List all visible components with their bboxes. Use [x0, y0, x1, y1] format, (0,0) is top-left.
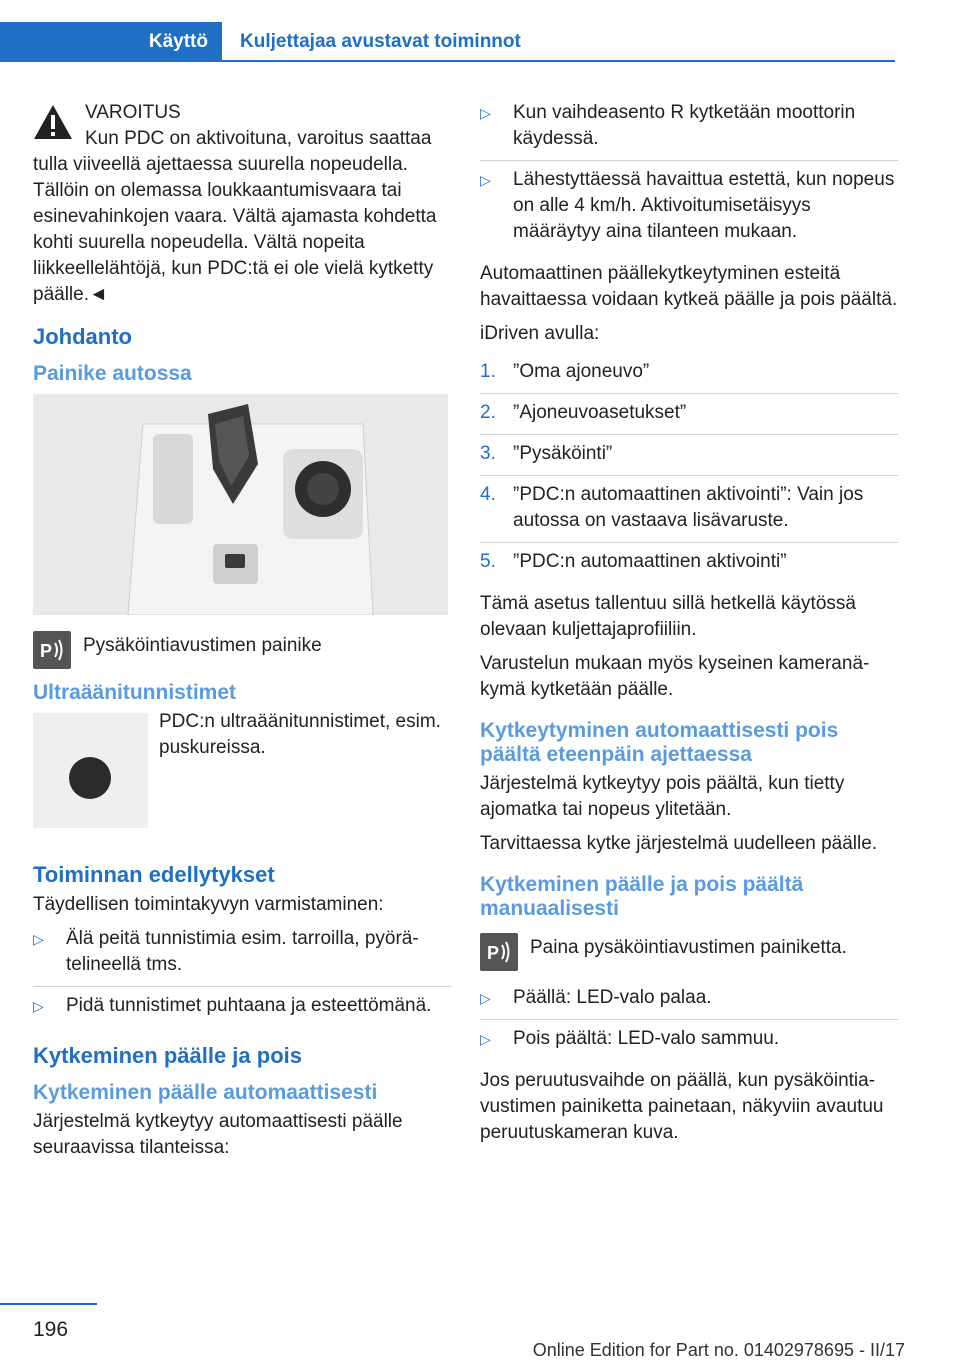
triangle-bullet-icon: ▷ — [480, 990, 491, 1006]
parking-assistant-icon — [480, 933, 518, 971]
parking-assistant-icon — [33, 631, 71, 669]
list-item: ▷ Pois päältä: LED-valo sammuu. — [480, 1026, 898, 1060]
idrive-steps — [480, 359, 898, 583]
warning-block — [33, 100, 451, 308]
list-item: 3. ”Pysäköinti” — [480, 441, 898, 476]
auto-text: Järjestelmä kytkeytyy automaattisesti päälle seuraavissa tilanteissa: — [33, 1111, 403, 1158]
obstacle-text: Automaattinen päällekytkeytyminen esteitä havaittaessa voidaan kytkeä päälle ja pois päältä. — [480, 263, 898, 310]
triangle-bullet-icon: ▷ — [33, 931, 44, 947]
sensor-row — [33, 709, 451, 844]
heading-johdanto: Johdanto — [33, 324, 132, 349]
camera-text: Varustelun mukaan myös kyseinen kameranäkymä kytketään päälle. — [480, 653, 870, 700]
list-item: 2. ”Ajoneuvoasetukset” — [480, 400, 898, 435]
chapter-tab: Käyttö — [0, 22, 222, 62]
heading-kytkeminen: Kytkeminen päälle ja pois — [33, 1043, 302, 1068]
triangle-bullet-icon: ▷ — [480, 105, 491, 121]
footer-rule — [0, 1303, 97, 1305]
svg-text:P: P — [40, 641, 53, 661]
triangle-bullet-icon: ▷ — [33, 998, 44, 1014]
edellytykset-intro: Täydellisen toimintakyvyn varmistaminen: — [33, 894, 384, 915]
heading-automaattisesti: Kytkeminen päälle automaattisesti — [33, 1081, 378, 1104]
heading-auto-off: Kytkeytyminen automaattisesti pois päältä eteenpäin ajettaessa — [480, 719, 839, 766]
sensor-dot — [69, 757, 111, 799]
triangle-bullet-icon: ▷ — [480, 172, 491, 188]
button-caption-row — [33, 627, 451, 669]
auto-list — [480, 100, 898, 253]
auto-off-text-2: Tarvittaessa kytke järjestelmä uudelleen päälle. — [480, 833, 878, 854]
console-illustration — [33, 394, 448, 615]
warning-title: VAROITUS — [85, 102, 181, 123]
heading-edellytykset: Toiminnan edellytykset — [33, 862, 275, 887]
list-item: 1. ”Oma ajoneuvo” — [480, 359, 898, 394]
warning-text: Kun PDC on aktivoituna, varoitus saattaa tulla viiveellä ajettaessa suurella nopeudella. Tällöin on olemassa loukkaantumisvaara tai esinevahinkojen vaara. Vältä ajamasta kohdetta kohti suurella nopeudella. Vältä nopeita liikkeellelähtöjä, kun PDC:tä ei ole vielä kytketty päälle.◄ — [33, 128, 437, 305]
console-photo — [33, 394, 448, 615]
warning-triangle-icon — [33, 104, 73, 140]
right-column — [480, 100, 898, 1154]
heading-manual: Kytkeminen päälle ja pois päältä manuaalisesti — [480, 873, 804, 920]
left-column — [33, 100, 451, 1169]
page-number: 196 — [33, 1318, 69, 1341]
sensor-text: PDC:n ultraäänitunnistimet, esim. puskureissa. — [159, 711, 441, 758]
heading-ultraanitunnistimet: Ultraäänitunnistimet — [33, 681, 237, 704]
manual-list — [480, 985, 898, 1060]
heading-painike-autossa: Painike autossa — [33, 362, 192, 385]
svg-text:P: P — [487, 943, 500, 963]
page-header — [0, 22, 895, 62]
auto-off-text-1: Järjestelmä kytkeytyy pois päältä, kun tietty ajomatka tai nopeus ylitetään. — [480, 773, 845, 820]
list-item: 4. ”PDC:n automaattinen aktivointi”: Vain jos autossa on vastaava lisävaruste. — [480, 482, 898, 543]
list-item: ▷ Lähestyttäessä havaittua estettä, kun nopeus on alle 4 km/h. Aktivoitumisetäisyys määräytyy aina tilanteen mukaan. — [480, 169, 895, 242]
list-item: 5. ”PDC:n automaattinen aktivointi” — [480, 551, 787, 572]
button-caption: Pysäköintiavustimen painike — [83, 635, 322, 656]
section-title: Kuljettajaa avustavat toiminnot — [240, 31, 521, 52]
reverse-text: Jos peruutusvaihde on päällä, kun pysäköintiavustimen painiketta painetaan, näkyviin avautuu peruutuskameran kuva. — [480, 1070, 884, 1143]
edition-note: Online Edition for Part no. 01402978695 - II/17 — [532, 1340, 905, 1360]
list-item: ▷ Pidä tunnistimet puhtaana ja esteettömänä. — [33, 993, 451, 1027]
header-rule — [222, 60, 895, 62]
list-item: ▷ Älä peitä tunnistimia esim. tarroilla, pyörätelineellä tms. — [33, 926, 451, 987]
edellytykset-list — [33, 926, 451, 1027]
triangle-bullet-icon: ▷ — [480, 1031, 491, 1047]
manual-instruction-row — [480, 929, 898, 971]
profile-text: Tämä asetus tallentuu sillä hetkellä käytössä olevaan kuljettajaprofiiliin. — [480, 593, 856, 640]
list-item: ▷ Päällä: LED-valo palaa. — [480, 985, 898, 1020]
sensor-image — [33, 713, 148, 828]
manual-instruction: Paina pysäköintiavustimen painiketta. — [530, 937, 847, 958]
idrive-label: iDriven avulla: — [480, 323, 600, 344]
list-item: ▷ Kun vaihdeasento R kytketään moottorin käydessä. — [480, 100, 898, 161]
